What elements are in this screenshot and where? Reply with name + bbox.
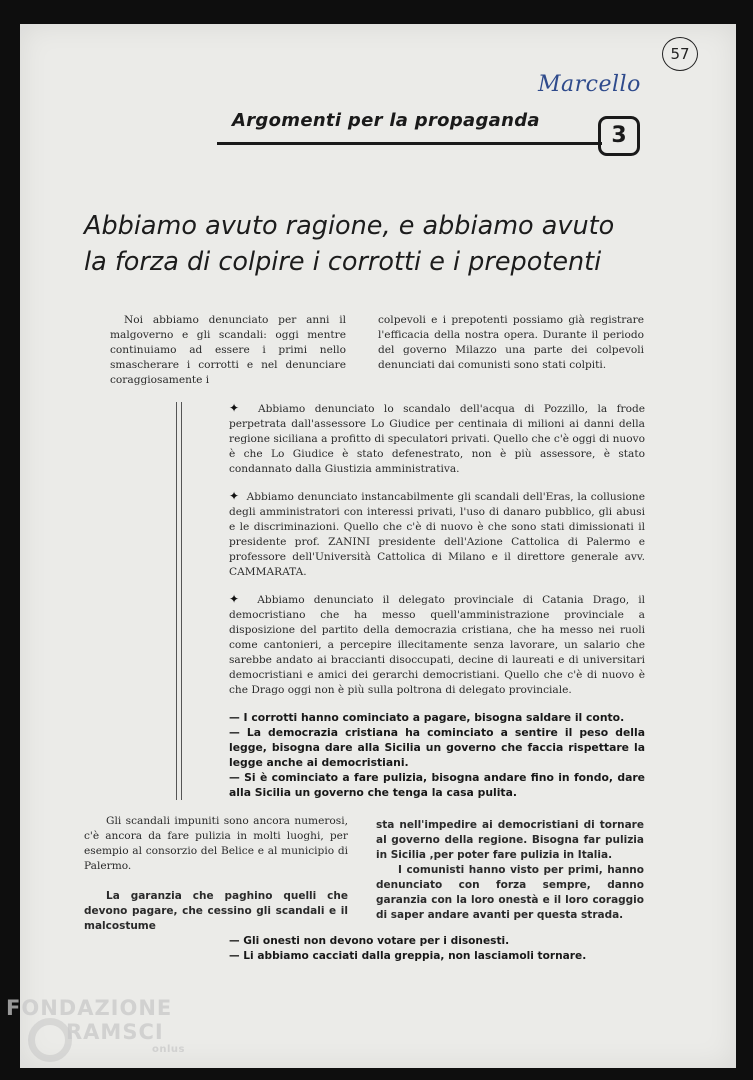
- bullet-item: [229, 489, 645, 580]
- headline: [84, 208, 664, 280]
- series-title: Argomenti per la propaganda: [232, 110, 540, 131]
- headline-line-2: la forza di colpire i corrotti e i prepotenti: [84, 247, 602, 277]
- bullet-item: [229, 401, 645, 477]
- closing-right-paragraph-2: I comunisti hanno visto per primi, hanno denunciato con forza sempre, danno garanzia con la loro onestà e il loro coraggio di saper andare avanti per questa strada.: [376, 864, 644, 921]
- final-slogans: [229, 934, 649, 964]
- handwritten-note: Marcello: [538, 72, 641, 97]
- headline-line-1: Abbiamo avuto ragione, e abbiamo avuto: [84, 211, 615, 241]
- intro-right-column: [378, 313, 644, 373]
- final-slogan: — Li abbiamo cacciati dalla greppia, non lasciamoli tornare.: [229, 950, 587, 962]
- slogan: — La democrazia cristiana ha cominciato a sentire il peso della legge, bisogna dare alla Sicilia un governo che faccia rispettare la legge anche ai democristiani.: [229, 726, 645, 769]
- vertical-double-rule: [176, 402, 182, 800]
- intro-right-text: colpevoli e i prepotenti possiamo già registrare l'efficacia della nostra opera. Durante il periodo del governo Milazzo una parte dei colpevoli denunciati dai comunisti sono stati colpiti.: [378, 314, 644, 371]
- bullet-star-icon: ✦: [229, 592, 240, 606]
- watermark-line-1: FONDAZIONE: [6, 996, 173, 1020]
- watermark: [6, 996, 185, 1056]
- slogans-block: [229, 710, 645, 800]
- closing-right-column: [376, 818, 644, 923]
- final-slogan: — Gli onesti non devono votare per i disonesti.: [229, 935, 510, 947]
- intro-left-column: [110, 313, 346, 388]
- bullet-text: Abbiamo denunciato il delegato provinciale di Catania Drago, il democristiano che ha messo quell'amministrazione provinciale a disposizione del partito della democrazia cristiana, che ha messo nei ruoli come cantonieri, a percepire illecitamente senza lavorare, un salario che sarebbe andato ai braccianti disoccupati, decine di laureati e di universitari democristiani e amici dei gerarchi democristiani. Quello che c'è di nuovo è che Drago oggi non è più sulla poltrona di delegato provinciale.: [229, 594, 645, 696]
- closing-left-paragraph-2: La garanzia che paghino quelli che devono pagare, che cessino gli scandali e il malcostume: [84, 890, 348, 932]
- bullet-star-icon: ✦: [229, 401, 240, 415]
- intro-left-text: Noi abbiamo denunciato per anni il malgoverno e gli scandali: oggi mentre continuiamo ad essere i primi nello smascherare i corrotti e nel denunciare coraggiosamente i: [110, 314, 346, 386]
- slogan: — I corrotti hanno cominciato a pagare, bisogna saldare il conto.: [229, 711, 625, 724]
- archive-page-number: 57: [662, 37, 698, 71]
- closing-left-column: [84, 814, 348, 934]
- header-rule: [217, 142, 602, 145]
- bullet-text: Abbiamo denunciato lo scandalo dell'acqua di Pozzillo, la frode perpetrata dall'assessore Lo Giudice per centinaia di milioni ai danni della regione siciliana a profitto di speculatori privati. Quello che c'è oggi di nuovo è che Lo Giudice è stato defenestrato, non è più assessore, è stato condannato dalla Giustizia amministrativa.: [229, 403, 645, 475]
- bullet-star-icon: ✦: [229, 489, 240, 503]
- slogan: — Si è cominciato a fare pulizia, bisogna andare fino in fondo, dare alla Sicilia un governo che tenga la casa pulita.: [229, 771, 645, 799]
- closing-right-paragraph-1: sta nell'impedire ai democristiani di tornare al governo della regione. Bisogna far pulizia in Sicilia ,per poter fare pulizia in Italia.: [376, 819, 644, 861]
- watermark-line-3: onlus: [152, 1044, 185, 1055]
- issue-number-badge: 3: [598, 116, 640, 156]
- bullet-text: Abbiamo denunciato instancabilmente gli scandali dell'Eras, la collusione degli amministratori con interessi privati, l'uso di danaro pubblico, gli abusi e le discriminazioni. Quello che c'è di nuovo è che sono stati dimissionati il presidente prof. ZANINI presidente dell'Azione Cattolica di Palermo e professore dell'Università Cattolica di Milano e il direttore generale avv. CAMMARATA.: [229, 491, 645, 578]
- closing-left-paragraph-1: Gli scandali impuniti sono ancora numerosi, c'è ancora da fare pulizia in molti luoghi, per esempio al consorzio del Belice e al municipio di Palermo.: [84, 815, 348, 872]
- watermark-line-2: RAMSCI: [66, 1020, 164, 1044]
- bullet-item: [229, 592, 645, 698]
